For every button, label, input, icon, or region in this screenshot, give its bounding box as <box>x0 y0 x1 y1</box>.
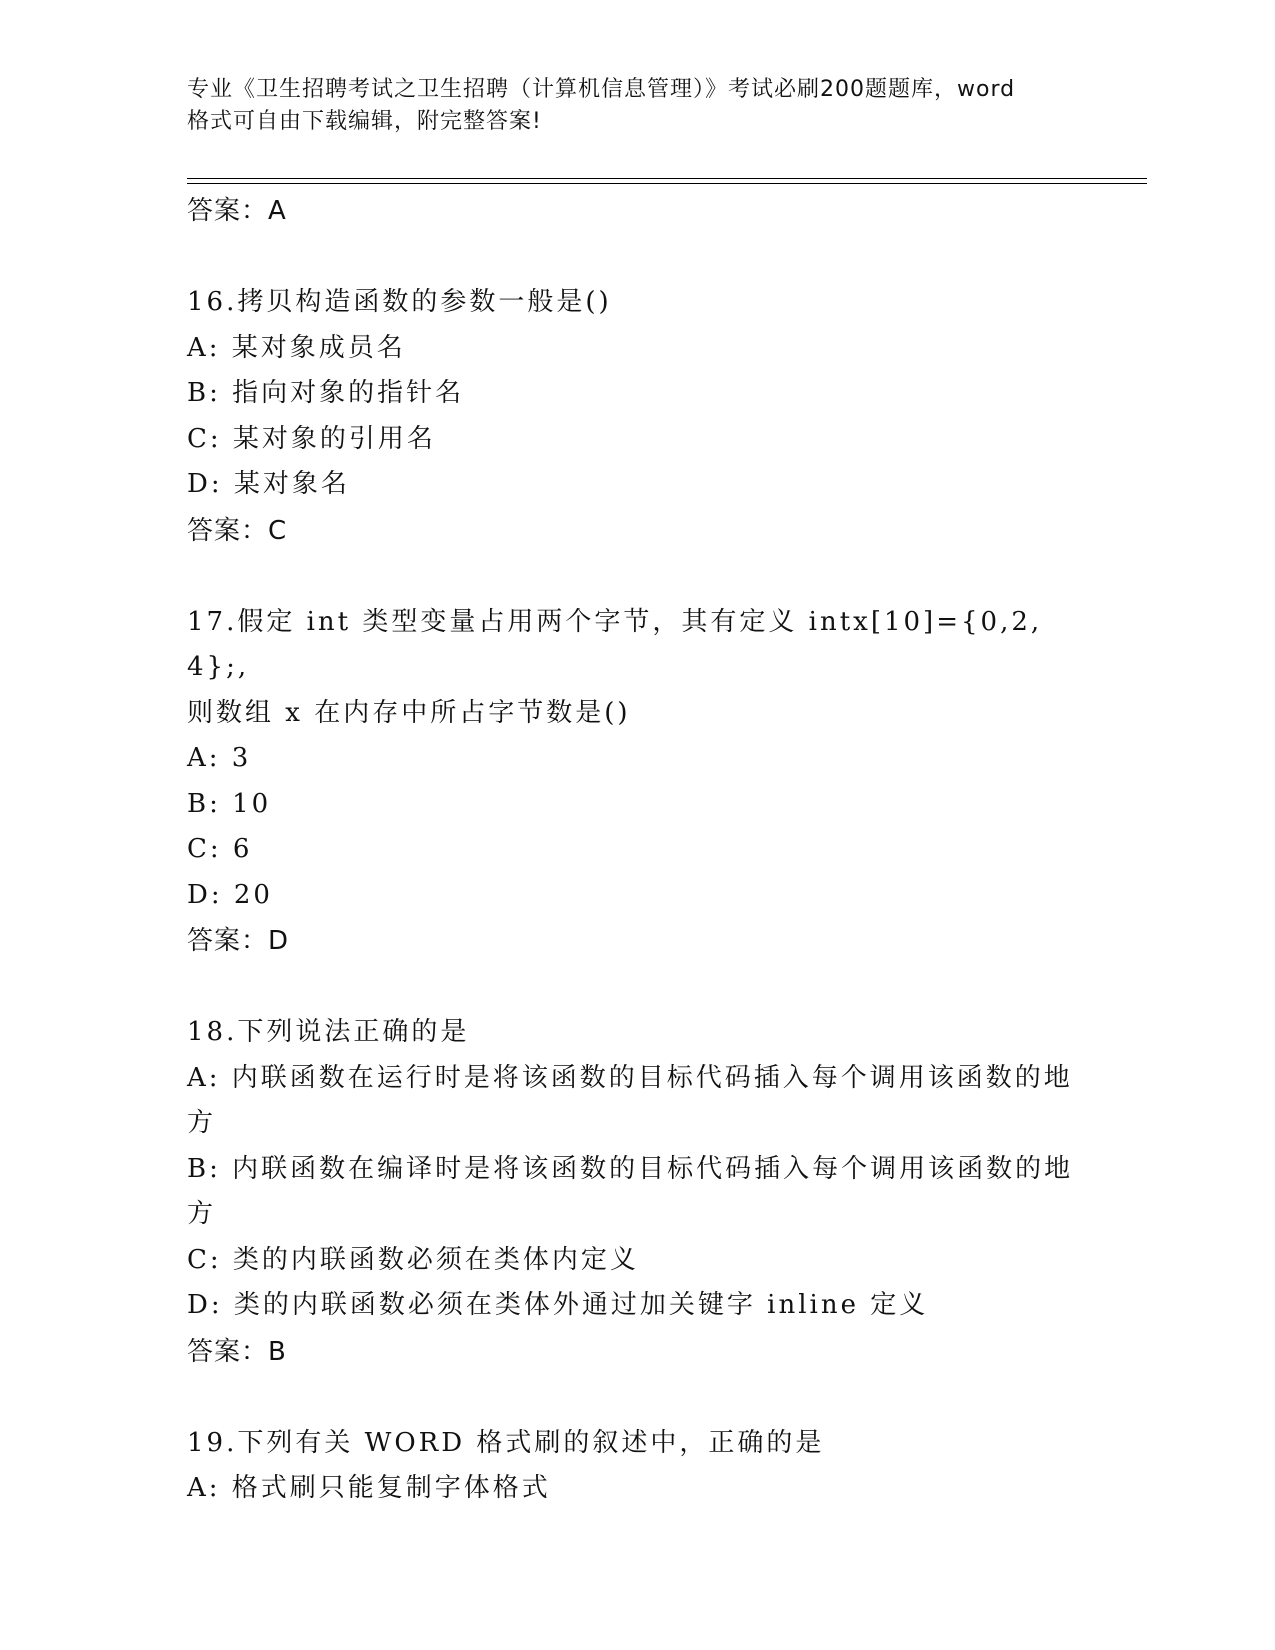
document-body <box>187 188 1087 1512</box>
question-17-option-a: A: 3 <box>187 743 252 773</box>
answer-prev: 答案：A <box>187 196 287 226</box>
question-18-text: 18.下列说法正确的是 <box>187 1017 470 1047</box>
question-17-answer: 答案：D <box>187 926 290 956</box>
question-17-text-line-2: 则数组 x 在内存中所占字节数是() <box>187 697 631 728</box>
question-17-option-c: C: 6 <box>187 834 253 864</box>
question-16-option-a: A: 某对象成员名 <box>187 332 406 363</box>
question-17 <box>187 600 1087 965</box>
question-17-option-b: B: 10 <box>187 788 272 819</box>
question-18-option-c: C: 类的内联函数必须在类体内定义 <box>187 1244 639 1275</box>
question-16-option-d: D: 某对象名 <box>187 469 350 499</box>
question-18-option-d: D: 类的内联函数必须在类体外通过加关键字 inline 定义 <box>187 1290 929 1320</box>
question-16-answer: 答案：C <box>187 515 288 546</box>
question-18-option-b-line-1: B: 内联函数在编译时是将该函数的目标代码插入每个调用该函数的地 <box>187 1153 1074 1184</box>
question-18-option-a-line-2: 方 <box>187 1108 217 1138</box>
document-header <box>187 74 1087 138</box>
question-18 <box>187 1010 1087 1375</box>
header-divider-bottom <box>187 183 1147 184</box>
question-17-option-d: D: 20 <box>187 879 273 910</box>
question-16-option-b: B: 指向对象的指针名 <box>187 378 465 408</box>
header-line-2: 格式可自由下载编辑，附完整答案! <box>187 109 542 134</box>
header-line-1: 专业《卫生招聘考试之卫生招聘（计算机信息管理）》考试必刷200题题库，word <box>187 77 1016 102</box>
question-16-option-c: C: 某对象的引用名 <box>187 423 436 454</box>
question-19 <box>187 1421 1087 1512</box>
question-18-answer: 答案：B <box>187 1336 287 1367</box>
header-divider-top <box>187 178 1147 179</box>
question-19-option-a: A: 格式刷只能复制字体格式 <box>187 1473 551 1503</box>
question-16 <box>187 280 1087 554</box>
question-17-text-line-1: 17.假定 int 类型变量占用两个字节，其有定义 intx[10]={0,2,4};, <box>187 606 1043 682</box>
question-16-text: 16.拷贝构造函数的参数一般是() <box>187 287 612 317</box>
question-18-option-a-line-1: A: 内联函数在运行时是将该函数的目标代码插入每个调用该函数的地 <box>187 1062 1073 1093</box>
question-19-text: 19.下列有关 WORD 格式刷的叙述中，正确的是 <box>187 1427 825 1458</box>
question-18-option-b-line-2: 方 <box>187 1199 217 1229</box>
